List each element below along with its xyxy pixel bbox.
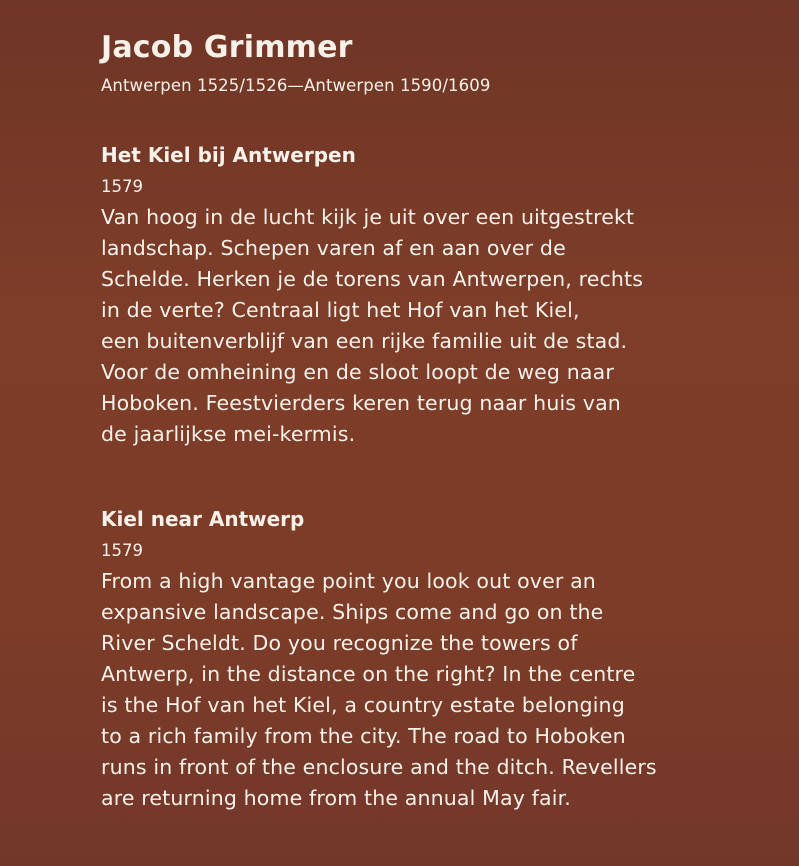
description-line: to a rich family from the city. The road to Hoboken [101, 724, 626, 748]
description-line: Van hoog in de lucht kijk je uit over een uitgestrekt [101, 205, 635, 229]
museum-label [101, 30, 781, 810]
work-title-english: Kiel near Antwerp [101, 507, 305, 531]
description-line: in de verte? Centraal ligt het Hof van het Kiel, [101, 298, 580, 322]
work-year-english: 1579 [101, 541, 143, 560]
description-line: Voor de omheining en de sloot loopt de weg naar [101, 360, 614, 384]
description-english [101, 566, 781, 814]
artist-name: Jacob Grimmer [101, 30, 353, 65]
dutch-section [101, 142, 781, 450]
english-section [101, 506, 781, 814]
description-line: is the Hof van het Kiel, a country estate belonging [101, 693, 625, 717]
description-line: Hoboken. Feestvierders keren terug naar huis van [101, 391, 621, 415]
description-line: are returning home from the annual May fair. [101, 786, 571, 810]
description-line: een buitenverblijf van een rijke familie uit de stad. [101, 329, 628, 353]
work-title-dutch: Het Kiel bij Antwerpen [101, 143, 356, 167]
description-line: landschap. Schepen varen af en aan over de [101, 236, 566, 260]
description-dutch [101, 202, 781, 450]
work-year-dutch: 1579 [101, 177, 143, 196]
description-line: runs in front of the enclosure and the ditch. Revellers [101, 755, 657, 779]
description-line: de jaarlijkse mei-kermis. [101, 422, 356, 446]
description-line: Antwerp, in the distance on the right? In the centre [101, 662, 636, 686]
description-line: Schelde. Herken je de torens van Antwerpen, rechts [101, 267, 644, 291]
description-line: From a high vantage point you look out over an [101, 569, 596, 593]
description-line: expansive landscape. Ships come and go on the [101, 600, 604, 624]
artist-dates: Antwerpen 1525/1526—Antwerpen 1590/1609 [101, 76, 491, 95]
description-line: River Scheldt. Do you recognize the towers of [101, 631, 578, 655]
